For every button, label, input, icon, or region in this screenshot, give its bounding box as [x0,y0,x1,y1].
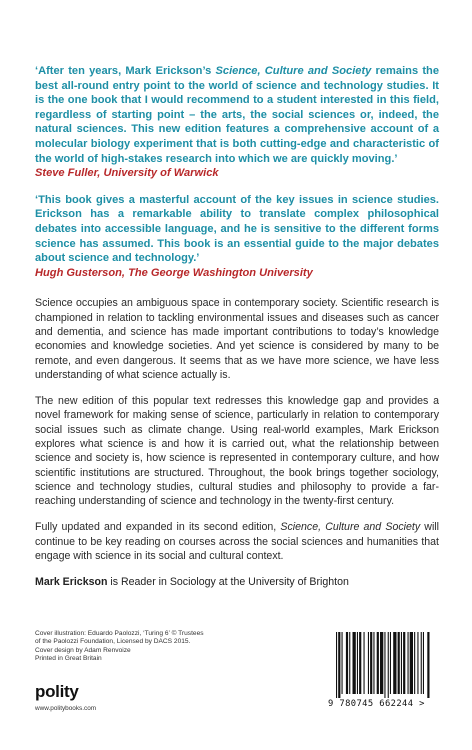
book-title-inline: Science, Culture and Society [280,521,421,534]
barcode-bar [388,632,389,698]
barcode-bar [357,632,358,694]
barcode-bar [427,632,429,698]
barcode-bar [368,632,369,694]
author-name: Mark Erickson [35,576,108,589]
barcode-bar [414,632,415,694]
review-quote-2: ‘This book gives a masterful account of the key issues in science studies. Erickson has a remarkable ability to translate complex philosophical debates into accessible language, and he is sensitive to the different forms science has assumed. This book is an essential guide to the major debates about science and technology.’ [35,193,439,265]
barcode-bar [421,632,422,694]
book-title: Science, Culture and Society [215,65,372,77]
barcode-bars [328,632,446,698]
publisher-url: www.politybooks.com [35,705,97,712]
cover-credits [35,630,215,663]
barcode-bar [373,632,374,694]
barcode-bar [338,632,340,698]
back-cover-content [35,64,439,590]
barcode-bar [417,632,418,694]
description-paragraph-2: The new edition of this popular text redresses this knowledge gap and provides a novel framework for making sense of science, particularly in relation to contemporary social issues such as climate change. Using real-world examples, Mark Erickson explores what science is and how it is carried out, what the relationship between science and society is, how science is represented in contemporary culture, and how scientific institutions are structured. Throughout, the book brings together sociology, science and technology studies, cultural studies and philosophy to provide a far-reaching understanding of science and technology in the twenty-first century. [35,395,439,508]
barcode-bar [380,632,383,694]
barcode-bar [390,632,391,694]
barcode-bar [342,632,343,694]
barcode-bar [346,632,348,694]
barcode-bar [370,632,372,694]
isbn-barcode [328,632,446,714]
description-paragraph-1: Science occupies an ambiguous space in contemporary society. Scientific research is championed in relation to tackling environmental issues and diseases such as cancer and dementia, and science has made important contributions to today’s knowledge economies and knowledge societies. And yet science is considered by many to be remote, and even dangerous. It seems that as we have more science, we have less understanding of what science actually is. [35,297,439,381]
barcode-bar [410,632,413,694]
barcode-bar [336,632,337,698]
barcode-bar [349,632,350,694]
barcode-bar [408,632,409,694]
barcode-bar [423,632,424,694]
barcode-bar [353,632,356,694]
review-attribution-2: Hugh Gusterson, The George Washington University [35,266,313,279]
author-bio: Mark Erickson is Reader in Sociology at the University of Brighton [35,576,349,589]
credit-line-4: Printed in Great Britain [35,654,102,662]
barcode-bar [398,632,400,694]
credit-line-3: Cover design by Adam Renvoize [35,646,131,654]
publisher-logo: polity [35,682,79,701]
review-quote-1: ‘After ten years, Mark Erickson’s Science, Culture and Society remains the best all-round entry point to the world of science and technology studies. It is the one book that I would recommend to a student interested in this field, regardless of starting point – the arts, the social sciences or, indeed, the natural sciences. This new edition features a comprehensive account of a molecular biology experiment that is both cutting-edge and characteristic of the world of high-stakes research into which we are quickly moving.’ [35,65,439,165]
barcode-bar [384,632,385,698]
barcode-bar [359,632,361,694]
credit-line-1: Cover illustration: Eduardo Paolozzi, ‘Turing 6’ © Trustees [35,630,204,637]
review-attribution-1: Steve Fuller, University of Warwick [35,167,219,180]
barcode-bar [403,632,405,694]
barcode-bar [393,632,396,694]
barcode-bar [401,632,402,694]
barcode-bar [364,632,365,694]
description-paragraph-3: Fully updated and expanded in its second edition, Science, Culture and Society will continue to be key reading on courses across the social sciences and humanities that engage with science in its social and cultural context. [35,521,440,563]
barcode-bar [377,632,379,694]
isbn-number: 9 780745 662244 > [328,699,425,709]
credit-line-2: of the Paolozzi Foundation, Licensed by DACS 2015. [35,638,191,646]
